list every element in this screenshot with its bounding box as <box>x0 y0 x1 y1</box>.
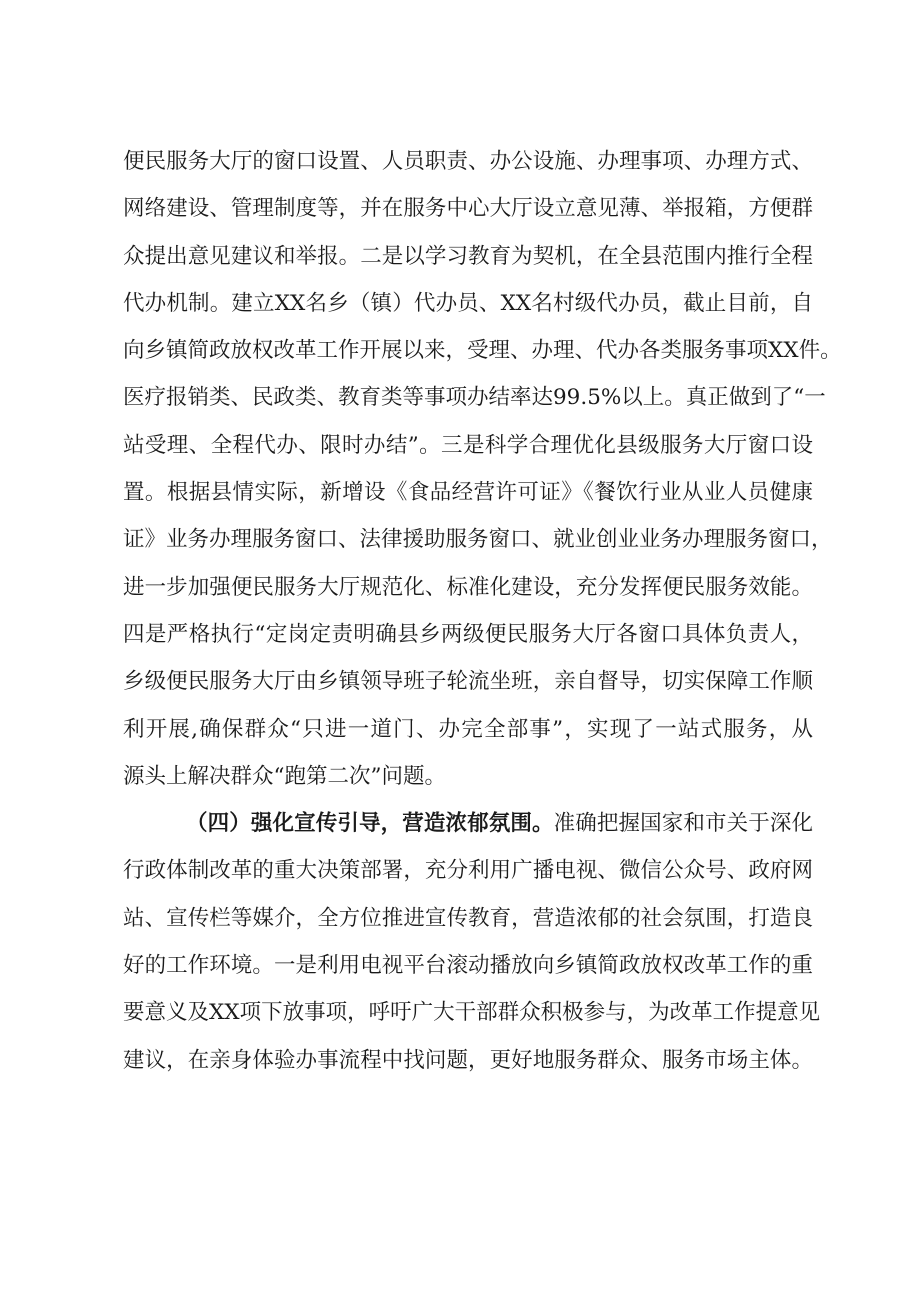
text-line: 建议，在亲身体验办事流程中找问题，更好地服务群众、服务市场主体。 <box>123 1047 813 1073</box>
text-line: 利开展,确保群众“只进一道门、办完全部事”，实现了一站式服务，从 <box>123 716 813 742</box>
text-line: 证》业务办理服务窗口、法律援助服务窗口、就业创业业务办理服务窗口， <box>123 527 833 553</box>
section-heading: （四）强化宣传引导，营造浓郁氛围。 <box>186 811 554 837</box>
text-line: 行政体制改革的重大决策部署，充分利用广播电视、微信公众号、政府网 <box>123 858 813 884</box>
text-line: 众提出意见建议和举报。二是以学习教育为契机，在全县范围内推行全程 <box>123 243 813 269</box>
paragraph-2-first-line <box>123 800 813 847</box>
document-body <box>123 138 842 1084</box>
text-run: 准确把握国家和市关于深化 <box>553 811 813 837</box>
text-line: 好的工作环境。一是利用电视平台滚动播放向乡镇简政放权改革工作的重 <box>123 953 813 979</box>
text-line: 要意义及XX项下放事项，呼吁广大干部群众积极参与，为改革工作提意见 <box>123 1000 821 1026</box>
text-line: 向乡镇简政放权改革工作开展以来，受理、办理、代办各类服务事项XX件。 <box>123 338 842 364</box>
text-line: 医疗报销类、民政类、教育类等事项办结率达99.5%以上。真正做到了“一 <box>123 385 826 411</box>
text-line: 站、宣传栏等媒介，全方位推进宣传教育，营造浓郁的社会氛围，打造良 <box>123 905 813 931</box>
text-line: 置。根据县情实际，新增设《食品经营许可证》《餐饮行业从业人员健康 <box>123 480 813 506</box>
text-line: 乡级便民服务大厅由乡镇领导班子轮流坐班，亲自督导，切实保障工作顺 <box>123 669 813 695</box>
text-line-last: 源头上解决群众“跑第二次”问题。 <box>123 763 446 789</box>
text-line: 网络建设、管理制度等，并在服务中心大厅设立意见薄、举报箱，方便群 <box>123 196 813 222</box>
text-line: 便民服务大厅的窗口设置、人员职责、办公设施、办理事项、办理方式、 <box>123 149 813 174</box>
text-line: 站受理、全程代办、限时办结”。三是科学合理优化县级服务大厅窗口设 <box>123 432 813 458</box>
text-line: 进一步加强便民服务大厅规范化、标准化建设，充分发挥便民服务效能。 <box>123 574 813 600</box>
text-line: 四是严格执行“定岗定责明确县乡两级便民服务大厅各窗口具体负责人， <box>123 621 813 647</box>
text-line: 代办机制。建立XX名乡（镇）代办员、XX名村级代办员，截止目前，自 <box>123 290 813 316</box>
